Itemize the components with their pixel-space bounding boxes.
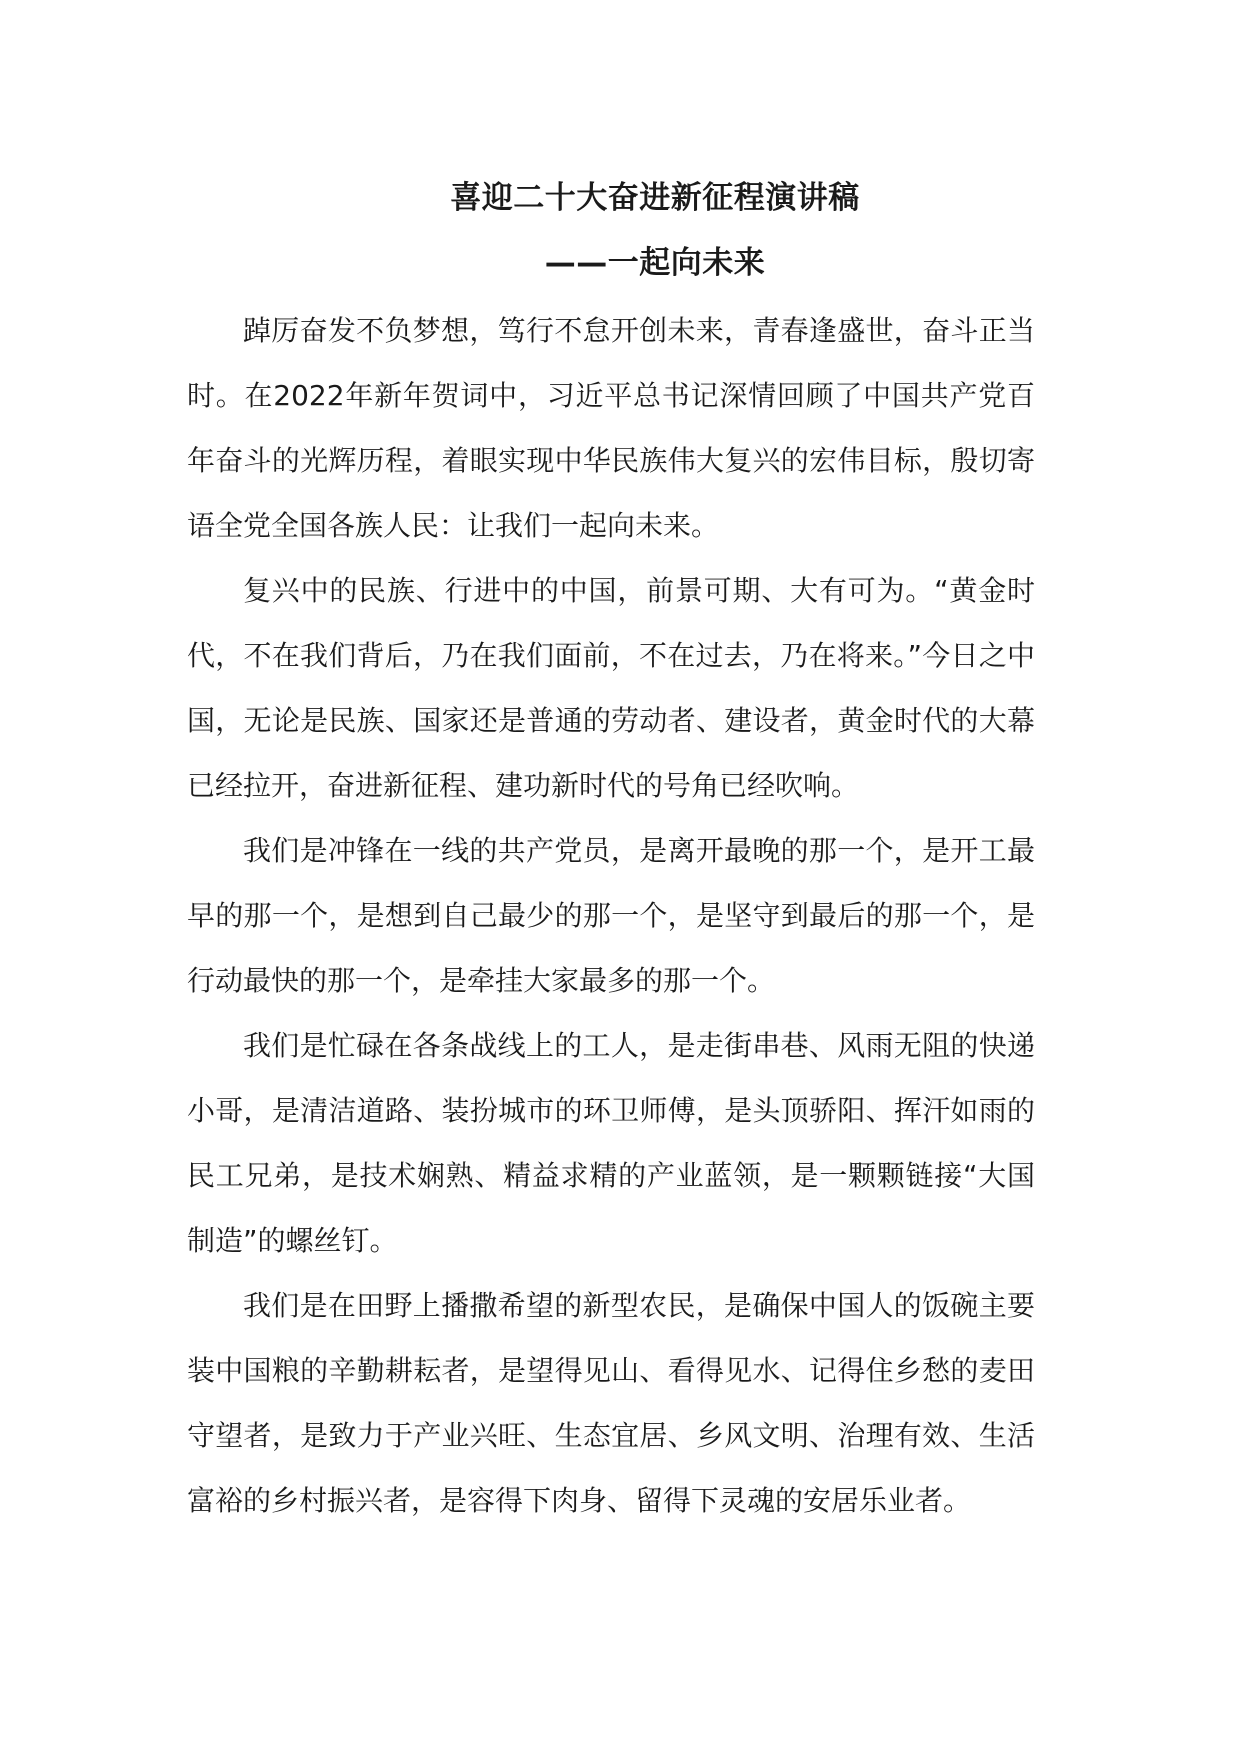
document-subtitle: ——一起向未来 (544, 245, 766, 281)
paragraph: 我们是在田野上播撒希望的新型农民，是确保中国人的饭碗主要装中国粮的辛勤耕耘者，是望得见山、看得见水、记得住乡愁的麦田守望者，是致力于产业兴旺、生态宜居、乡风文明、治理有效、生活富裕的乡村振兴者，是容得下肉身、留得下灵魂的安居乐业者。 (187, 1289, 1035, 1517)
paragraph: 踔厉奋发不负梦想，笃行不怠开创未来，青春逢盛世，奋斗正当时。在2022年新年贺词中，习近平总书记深情回顾了中国共产党百年奋斗的光辉历程，着眼实现中华民族伟大复兴的宏伟目标，殷切寄语全党全国各族人民：让我们一起向未来。 (187, 314, 1035, 542)
document-body (187, 298, 1035, 1533)
paragraph: 复兴中的民族、行进中的中国，前景可期、大有可为。“黄金时代，不在我们背后，乃在我们面前，不在过去，乃在将来。”今日之中国，无论是民族、国家还是普通的劳动者、建设者，黄金时代的大幕已经拉开，奋进新征程、建功新时代的号角已经吹响。 (187, 574, 1035, 802)
paragraph: 我们是忙碌在各条战线上的工人，是走街串巷、风雨无阻的快递小哥，是清洁道路、装扮城市的环卫师傅，是头顶骄阳、挥汗如雨的民工兄弟，是技术娴熟、精益求精的产业蓝领，是一颗颗链接“大国制造”的螺丝钉。 (187, 1029, 1035, 1257)
document-title: 喜迎二十大奋进新征程演讲稿 (450, 180, 860, 216)
paragraph: 我们是冲锋在一线的共产党员，是离开最晚的那一个，是开工最早的那一个，是想到自己最少的那一个，是坚守到最后的那一个，是行动最快的那一个，是牵挂大家最多的那一个。 (187, 834, 1035, 997)
